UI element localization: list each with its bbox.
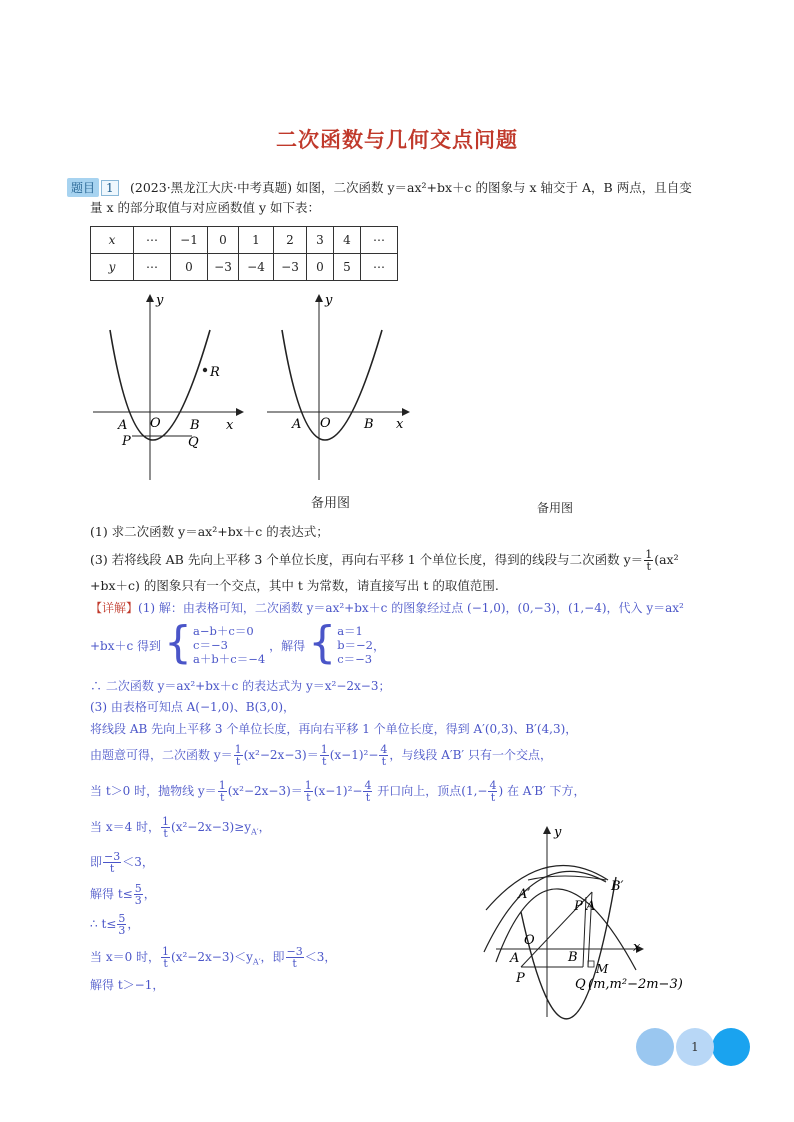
num: 5 — [134, 882, 142, 895]
fraction — [161, 816, 170, 839]
table-cell: −4 — [239, 254, 274, 281]
table-cell: ⋯ — [134, 227, 171, 254]
table-cell: ⋯ — [361, 227, 398, 254]
num: −3 — [104, 850, 121, 863]
text: (x²−2x−3)＝ — [227, 784, 303, 798]
badge-circle — [636, 1028, 674, 1066]
text: 解得 t≤ — [90, 887, 133, 901]
table-cell: −1 — [171, 227, 208, 254]
text: ) — [498, 784, 504, 798]
text: (x²−2x−3)≥y — [171, 820, 251, 834]
question-3-text-a: (3) 若将线段 AB 先向上平移 3 个单位长度，再向右平移 1 个单位长度，得到的线段与二次函数 y＝ — [90, 552, 644, 567]
num: 1 — [218, 779, 226, 792]
den: 3 — [134, 894, 142, 907]
solution-line-1-text: (1) 解：由表格可知，二次函数 y＝ax²+bx＋c 的图象经过点 (−1,0)，(0,−3)，(1,−4)，代入 y＝ax² — [138, 601, 684, 615]
fraction — [117, 913, 126, 936]
fig4-label-p-upper: P — [574, 899, 583, 914]
den: t — [490, 791, 496, 804]
table-cell: 0 — [208, 227, 239, 254]
system-1-eq: a＋b＋c＝−4 — [193, 652, 266, 666]
fig2-label-a: A — [292, 417, 302, 432]
fig4-label-a-upper: A — [586, 899, 596, 914]
question-3-text-b: (ax² — [654, 552, 679, 567]
solution-line-2-text-a: +bx＋c 得到 — [90, 638, 162, 653]
fraction-numerator: 1 — [645, 548, 653, 561]
text: ， — [258, 820, 271, 834]
table-cell: −3 — [208, 254, 239, 281]
page-title: 二次函数与几何交点问题 — [276, 128, 518, 152]
fraction — [103, 851, 121, 874]
num: 1 — [234, 743, 242, 756]
fig1-label-a: A — [118, 418, 128, 433]
den: t — [365, 791, 371, 804]
fig4-label-a-prime: A′ — [518, 887, 531, 902]
num: 1 — [162, 945, 170, 958]
text: ， — [127, 917, 140, 931]
figure-solution-diagram — [476, 822, 696, 1022]
fig4-label-a: A — [510, 951, 520, 966]
fraction-denominator: t — [646, 560, 651, 573]
text: 在 A′B′ 下方， — [503, 784, 586, 798]
fig4-label-o: O — [524, 933, 535, 948]
solution-line-12 — [90, 946, 336, 971]
value-table — [90, 226, 398, 281]
fraction — [304, 780, 313, 803]
solution-line-13: 解得 t＞−1， — [90, 978, 165, 992]
text: ∴ t≤ — [90, 917, 117, 931]
den: 3 — [118, 924, 126, 937]
fig2-label-o: O — [320, 416, 331, 431]
badge-circle — [712, 1028, 750, 1066]
solution-line-2-text-b: ，解得 — [269, 638, 306, 653]
fig1-label-p: P — [122, 434, 131, 449]
text: (x²−2x−3)＝ — [243, 748, 319, 762]
system-2-eq: c＝−3 — [337, 652, 373, 666]
solution-systems — [90, 617, 386, 669]
question-1: (1) 求二次函数 y＝ax²+bx＋c 的表达式； — [90, 524, 329, 539]
fraction — [320, 744, 329, 767]
table-cell: y — [91, 254, 134, 281]
den: t — [219, 791, 225, 804]
solution-line-3: ∴ 二次函数 y＝ax²+bx＋c 的表达式为 y＝x²−2x−3； — [90, 679, 391, 693]
solution-line-4: (3) 由表格可知点 A(−1,0)、B(3,0)， — [90, 700, 296, 714]
den: t — [109, 862, 115, 875]
table-cell: 5 — [334, 254, 361, 281]
table-cell: ⋯ — [361, 254, 398, 281]
text: ＜3， — [122, 855, 154, 869]
num: 1 — [162, 815, 170, 828]
table-cell: ⋯ — [134, 254, 171, 281]
subscript: A′ — [250, 827, 259, 837]
fig2-label-b: B — [364, 417, 374, 432]
num: 5 — [118, 912, 126, 925]
text: 当 t＞0 时，抛物线 y＝ — [90, 784, 217, 798]
text: 当 x＝4 时， — [90, 820, 161, 834]
page-number-badge — [636, 1028, 752, 1066]
system-2-eq: b＝−2 — [337, 638, 374, 652]
text: ， — [143, 887, 156, 901]
den: t — [292, 957, 297, 970]
fig4-label-y: y — [554, 825, 562, 840]
num: −3 — [286, 945, 303, 958]
solution-line-1 — [90, 599, 684, 617]
solution-line-2-text-c: ， — [373, 638, 386, 653]
fraction — [134, 883, 143, 906]
fig1-label-q: Q — [188, 435, 199, 450]
fig2-label-x: x — [396, 417, 404, 432]
text: (x²−2x−3)＜y — [171, 950, 253, 964]
page-number: 1 — [676, 1028, 714, 1066]
solution-line-11 — [90, 913, 139, 936]
fraction — [286, 946, 304, 969]
num: 1 — [320, 743, 328, 756]
text: (x−1)²− — [313, 784, 363, 798]
text: ，与线段 A′B′ 只有一个交点， — [389, 748, 552, 762]
text: 即 — [90, 855, 103, 869]
table-row — [91, 254, 398, 281]
equation-system-1 — [193, 624, 265, 666]
problem-line-1: (2023·黑龙江大庆·中考真题) 如图，二次函数 y＝ax²+bx＋c 的图象与 x 轴交于 A，B 两点，且自变 — [130, 180, 692, 195]
problem-tag-number: 1 — [101, 180, 119, 196]
text: 由题意可得，二次函数 y＝ — [90, 748, 233, 762]
num: 4 — [380, 743, 388, 756]
num: 4 — [489, 779, 497, 792]
text: 当 x＝0 时， — [90, 950, 161, 964]
system-1-eq: c＝−3 — [193, 638, 228, 652]
problem-line-2: 量 x 的部分取值与对应函数值 y 如下表： — [90, 200, 321, 215]
question-3-line-2: +bx＋c) 的图象只有一个交点，其中 t 为常数，请直接写出 t 的取值范围. — [90, 578, 499, 593]
den: t — [235, 755, 241, 768]
solution-line-9 — [90, 851, 154, 874]
fig1-label-y: y — [156, 293, 164, 308]
solution-line-10 — [90, 883, 156, 906]
den: t — [163, 827, 168, 840]
text: 开口向上，顶点 — [373, 784, 462, 798]
solution-line-8 — [90, 816, 271, 841]
figure-3-caption: 备用图 — [537, 501, 574, 515]
fig2-label-y: y — [325, 293, 333, 308]
problem-tag-label: 题目 — [67, 178, 99, 197]
solution-line-5: 将线段 AB 先向上平移 3 个单位长度，再向右平移 1 个单位长度，得到 A′(0,3)、B′(4,3)， — [90, 722, 578, 736]
den: t — [163, 957, 168, 970]
fraction — [161, 946, 170, 969]
solution-tag: 【详解】 — [90, 601, 139, 615]
text: ＜3， — [304, 950, 337, 964]
question-3-fraction — [644, 549, 653, 572]
left-brace-2: { — [308, 617, 337, 668]
fig1-label-b: B — [190, 418, 200, 433]
fig4-label-q: Q — [575, 977, 586, 992]
fig1-label-r: R — [210, 365, 220, 380]
solution-line-6 — [90, 744, 552, 767]
fraction — [363, 780, 372, 803]
system-1-eq: a−b＋c＝0 — [193, 624, 254, 638]
text: (x−1)²− — [329, 748, 379, 762]
text: (1,− — [461, 784, 488, 798]
fig4-label-b: B — [568, 950, 578, 965]
fig1-label-o: O — [150, 416, 161, 431]
table-cell: 1 — [239, 227, 274, 254]
equation-system-2 — [337, 624, 373, 666]
figure-2-parabola — [262, 290, 422, 485]
left-brace-1: { — [164, 617, 193, 668]
den: t — [321, 755, 327, 768]
fraction — [218, 780, 227, 803]
table-cell: 3 — [307, 227, 334, 254]
subscript: A′ — [252, 957, 261, 967]
fraction — [488, 780, 497, 803]
figure-2-caption: 备用图 — [311, 496, 351, 511]
fraction — [234, 744, 243, 767]
fig4-label-x: x — [633, 940, 641, 955]
table-row — [91, 227, 398, 254]
table-cell: 2 — [274, 227, 307, 254]
problem-tag — [67, 178, 119, 197]
table-cell: 4 — [334, 227, 361, 254]
fig4-label-m: M — [596, 962, 609, 976]
table-cell: 0 — [171, 254, 208, 281]
fig4-label-p: P — [516, 971, 525, 986]
table-cell: x — [91, 227, 134, 254]
system-2-eq: a＝1 — [337, 624, 363, 638]
table-cell: 0 — [307, 254, 334, 281]
table-cell: −3 — [274, 254, 307, 281]
fraction — [379, 744, 388, 767]
den: t — [381, 755, 387, 768]
solution-line-7 — [90, 780, 586, 803]
question-3-line-1 — [90, 549, 679, 572]
num: 1 — [304, 779, 312, 792]
fig4-label-q-coords: (m,m²−2m−3) — [588, 977, 683, 992]
den: t — [306, 791, 311, 804]
fig4-label-b-prime: B′ — [611, 879, 624, 894]
fig1-label-x: x — [226, 418, 234, 433]
text: ，即 — [260, 950, 285, 964]
figure-1-parabola — [88, 290, 248, 485]
num: 4 — [364, 779, 372, 792]
